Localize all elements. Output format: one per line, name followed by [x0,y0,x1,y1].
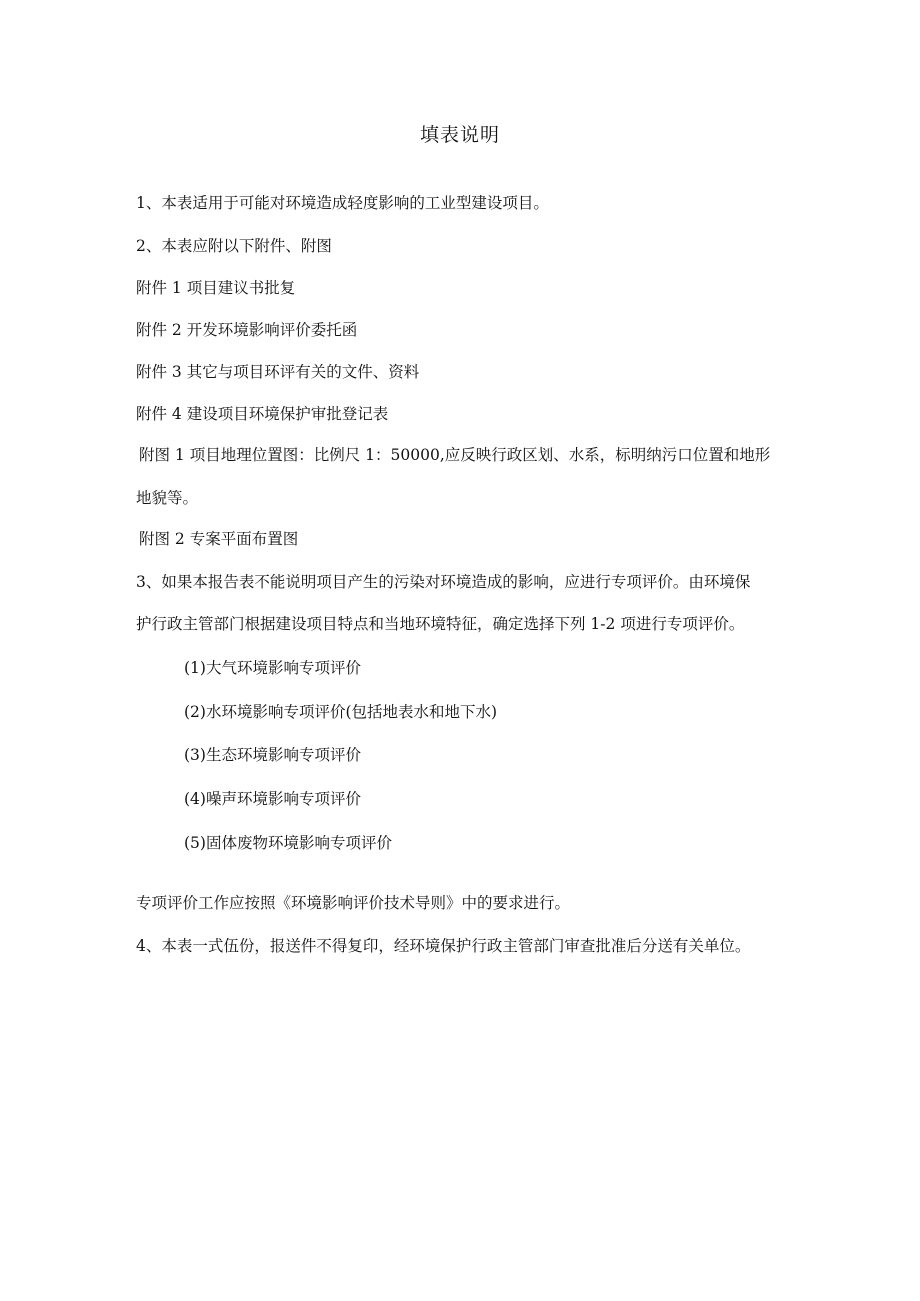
instruction-1: 1、本表适用于可能对环境造成轻度影响的工业型建设项目。 [136,194,549,212]
attachment-1: 附件 1 项目建议书批复 [136,279,296,297]
special-evaluation-3: (3)生态环境影响专项评价 [184,746,361,764]
page-title: 填表说明 [419,124,500,146]
instruction-2: 2、本表应附以下附件、附图 [136,237,332,255]
instruction-3-line-1: 3、如果本报告表不能说明项目产生的污染对环境造成的影响，应进行专项评价。由环境保 [136,573,751,591]
figure-1-line-2: 地貌等。 [136,489,199,507]
attachment-2: 附件 2 开发环境影响评价委托函 [136,321,358,339]
instruction-4: 4、本表一式伍份，报送件不得复印，经环境保护行政主管部门审查批准后分送有关单位。 [136,937,751,955]
attachment-4: 附件 4 建设项目环境保护审批登记表 [136,405,389,423]
figure-2: 附图 2 专案平面布置图 [139,530,299,548]
special-evaluation-2: (2)水环境影响专项评价(包括地表水和地下水) [184,703,498,721]
special-evaluation-4: (4)噪声环境影响专项评价 [184,790,361,808]
special-evaluation-note: 专项评价工作应按照《环境影响评价技术导则》中的要求进行。 [136,894,571,912]
special-evaluation-1: (1)大气环境影响专项评价 [184,659,361,677]
attachment-3: 附件 3 其它与项目环评有关的文件、资料 [136,363,420,381]
special-evaluation-5: (5)固体废物环境影响专项评价 [184,834,392,852]
figure-1-line-1: 附图 1 项目地理位置图：比例尺 1：50000,应反映行政区划、水系，标明纳污口位置和地形 [139,446,771,464]
instruction-3-line-2: 护行政主管部门根据建设项目特点和当地环境特征，确定选择下列 1-2 项进行专项评价。 [136,615,745,633]
